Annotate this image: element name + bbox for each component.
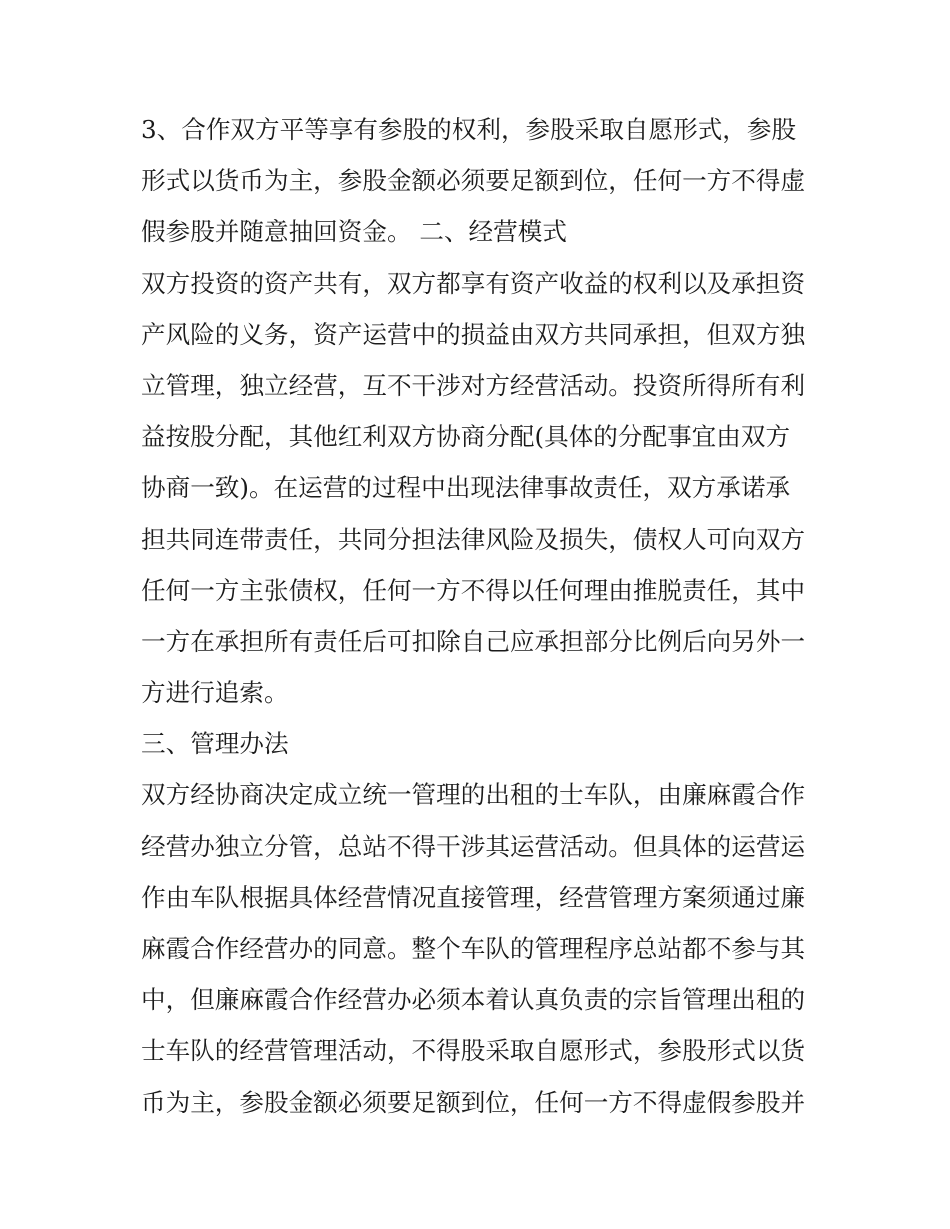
text-line: 立管理，独立经营，互不干涉对方经营活动。投资所得所有利: [141, 370, 806, 400]
section-heading: 三、管理办法: [141, 729, 289, 759]
text-line: 中，但廉麻霞合作经营办必须本着认真负责的宗旨管理出租的: [141, 985, 806, 1015]
text-line: 双方投资的资产共有，双方都享有资产收益的权利以及承担资: [141, 268, 806, 298]
text-line: 币为主，参股金额必须要足额到位，任何一方不得虚假参股并: [141, 1087, 806, 1117]
text-line: 双方经协商决定成立统一管理的出租的士车队，由廉麻霞合作: [141, 780, 806, 810]
text-line: 士车队的经营管理活动，不得股采取自愿形式，参股形式以货: [141, 1036, 806, 1066]
text-line: 担共同连带责任，共同分担法律风险及损失，债权人可向双方: [141, 524, 806, 554]
text-line: 作由车队根据具体经营情况直接管理，经营管理方案须通过廉: [141, 882, 806, 912]
text-line: 形式以货币为主，参股金额必须要足额到位，任何一方不得虚: [141, 166, 806, 196]
text-line: 益按股分配，其他红利双方协商分配(具体的分配事宜由双方: [141, 422, 791, 452]
text-line: 任何一方主张债权，任何一方不得以任何理由推脱责任，其中: [141, 575, 806, 605]
text-line: 一方在承担所有责任后可扣除自己应承担部分比例后向另外一: [141, 626, 806, 656]
document-body: [141, 104, 821, 1128]
text-line: 经营办独立分管，总站不得干涉其运营活动。但具体的运营运: [141, 831, 806, 861]
text-line: 协商一致)。在运营的过程中出现法律事故责任，双方承诺承: [141, 473, 791, 503]
text-line: 麻霞合作经营办的同意。整个车队的管理程序总站都不参与其: [141, 934, 806, 963]
text-line: 3、合作双方平等享有参股的权利，参股采取自愿形式，参股: [141, 115, 797, 144]
text-line: 产风险的义务，资产运营中的损益由双方共同承担，但双方独: [141, 319, 806, 349]
text-line: 假参股并随意抽回资金。 二、经营模式: [141, 217, 567, 247]
text-line: 方进行追索。: [141, 678, 289, 708]
